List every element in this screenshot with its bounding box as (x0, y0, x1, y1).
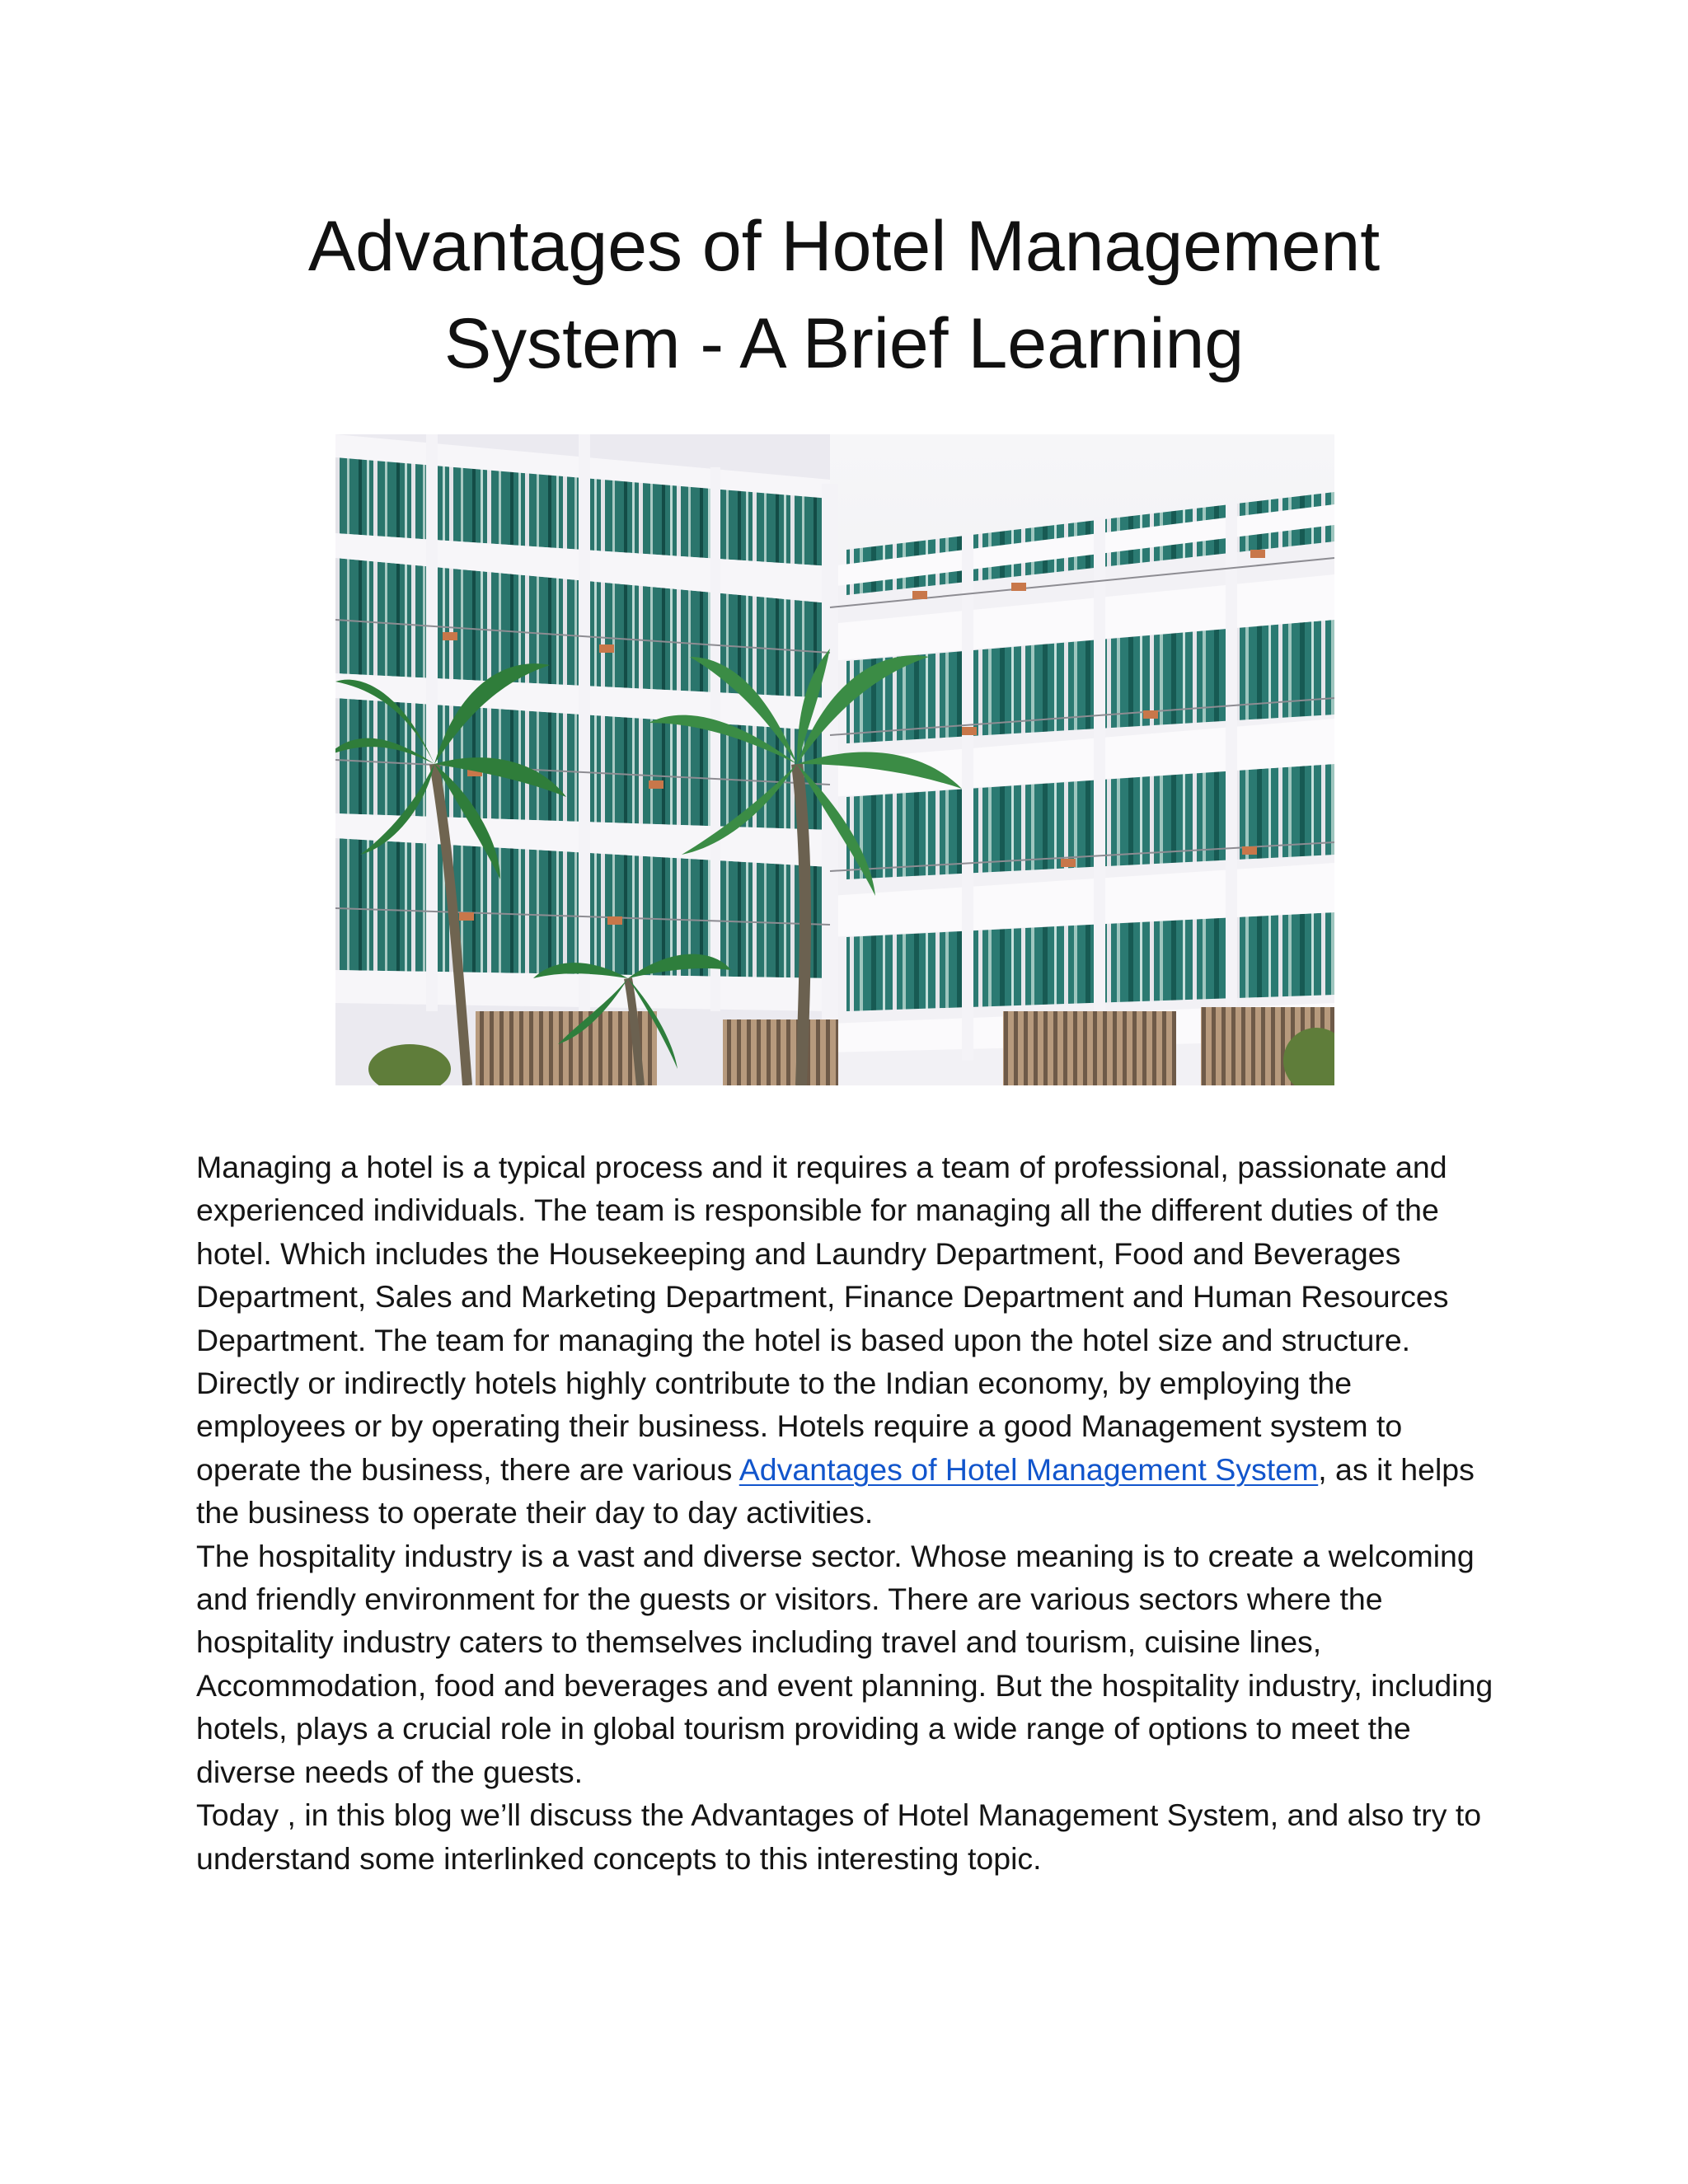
paragraph-1-text-end: , as it helps the business to operate their day to day activities. (196, 1451, 1475, 1530)
hotel-building-photo (335, 434, 1334, 1085)
paragraph-3: Today , in this blog we’ll discuss the Advantages of Hotel Management System, and also try to understand some interlinked concepts to this interesting topic. (196, 1797, 1482, 1876)
article-body (196, 1146, 1498, 1880)
title-line-2: System - A Brief Learning (443, 304, 1245, 383)
page-title (198, 198, 1490, 392)
title-line-1: Advantages of Hotel Management (307, 207, 1381, 286)
paragraph-1 (196, 1146, 1498, 1535)
paragraph-1-text-start: Managing a hotel is a typical process and it requires a team of professional, passionate and experienced individuals. The team is responsible for managing all the different duties of the hotel. Which includes the Housekeeping and Laundry Department, Food and Beverages Department, Sales and Marketing Department, Finance Department and Human Resources Department. The team for managing the hotel is based upon the hotel size and structure. Directly or indirectly hotels highly contribute to the Indian economy, by employing the employees or by operating their business. Hotels require a good Management system to operate the business, there are various (196, 1150, 1449, 1487)
hotel-management-system-link[interactable]: Advantages of Hotel Management System (738, 1451, 1319, 1487)
paragraph-2: The hospitality industry is a vast and diverse sector. Whose meaning is to create a welcoming and friendly environment for the guests or visitors. There are various sectors where the hospitality industry caters to themselves including travel and tourism, cuisine lines, Accommodation, food and beverages and event planning. But the hospitality industry, including hotels, plays a crucial role in global tourism providing a wide range of options to meet the diverse needs of the guests. (196, 1538, 1493, 1789)
